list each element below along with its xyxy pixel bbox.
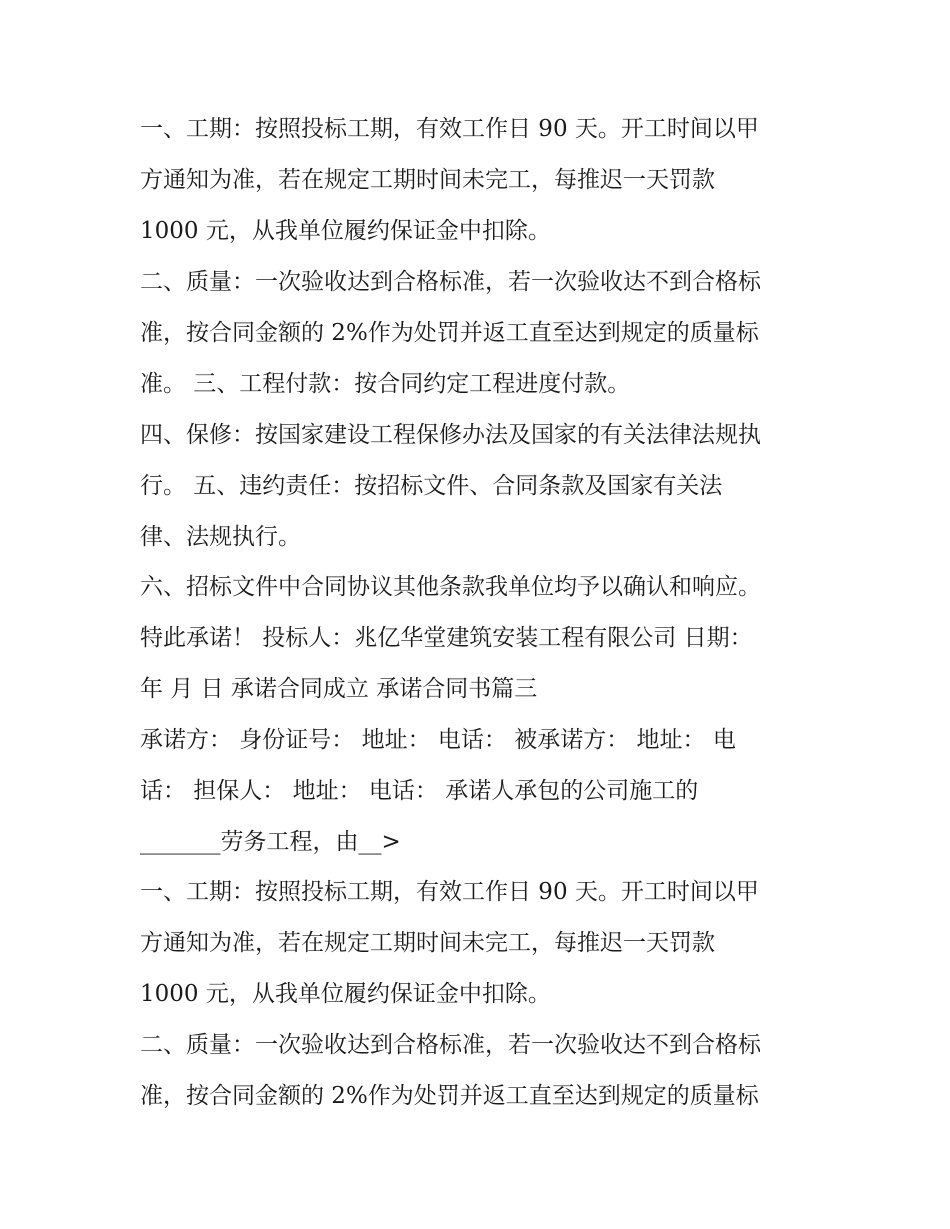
- text-line: 二、质量：一次验收达到合格标准，若一次验收达不到合格标: [140, 269, 761, 295]
- text-line: 四、保修：按国家建设工程保修办法及国家的有关法律法规执: [140, 422, 761, 448]
- text-line: 方通知为准，若在规定工期时间未完工，每推迟一天罚款: [140, 930, 715, 956]
- text-line: 律、法规执行。: [140, 524, 301, 550]
- text-line: 行。 五、违约责任：按招标文件、合同条款及国家有关法: [140, 473, 723, 499]
- text-line: 方通知为准，若在规定工期时间未完工，每推迟一天罚款: [140, 167, 715, 193]
- text-line: 准。 三、工程付款：按合同约定工程进度付款。: [140, 371, 631, 397]
- text-line: 1000 元，从我单位履约保证金中扣除。: [140, 981, 551, 1007]
- text-line: 二、质量：一次验收达到合格标准，若一次验收达不到合格标: [140, 1032, 761, 1058]
- text-line: 承诺方： 身份证号： 地址： 电话： 被承诺方： 地址： 电: [140, 727, 736, 753]
- text-line: 一、工期：按照投标工期，有效工作日 90 天。开工时间以甲: [140, 116, 759, 142]
- text-line: 特此承诺！ 投标人：兆亿华堂建筑安装工程有限公司 日期：: [140, 625, 753, 651]
- text-line: 准，按合同金额的 2%作为处罚并返工直至达到规定的质量标: [140, 320, 759, 346]
- text-line: 1000 元，从我单位履约保证金中扣除。: [140, 218, 551, 244]
- text-line: 六、招标文件中合同协议其他条款我单位均予以确认和响应。: [140, 574, 761, 600]
- text-line: 一、工期：按照投标工期，有效工作日 90 天。开工时间以甲: [140, 879, 759, 905]
- text-line: _______劳务工程，由__>: [140, 829, 401, 855]
- text-line: 话： 担保人： 地址： 电话： 承诺人承包的公司施工的: [140, 778, 699, 804]
- text-line: 准，按合同金额的 2%作为处罚并返工直至达到规定的质量标: [140, 1083, 759, 1109]
- text-line: 年 月 日 承诺合同成立 承诺合同书篇三: [140, 676, 538, 702]
